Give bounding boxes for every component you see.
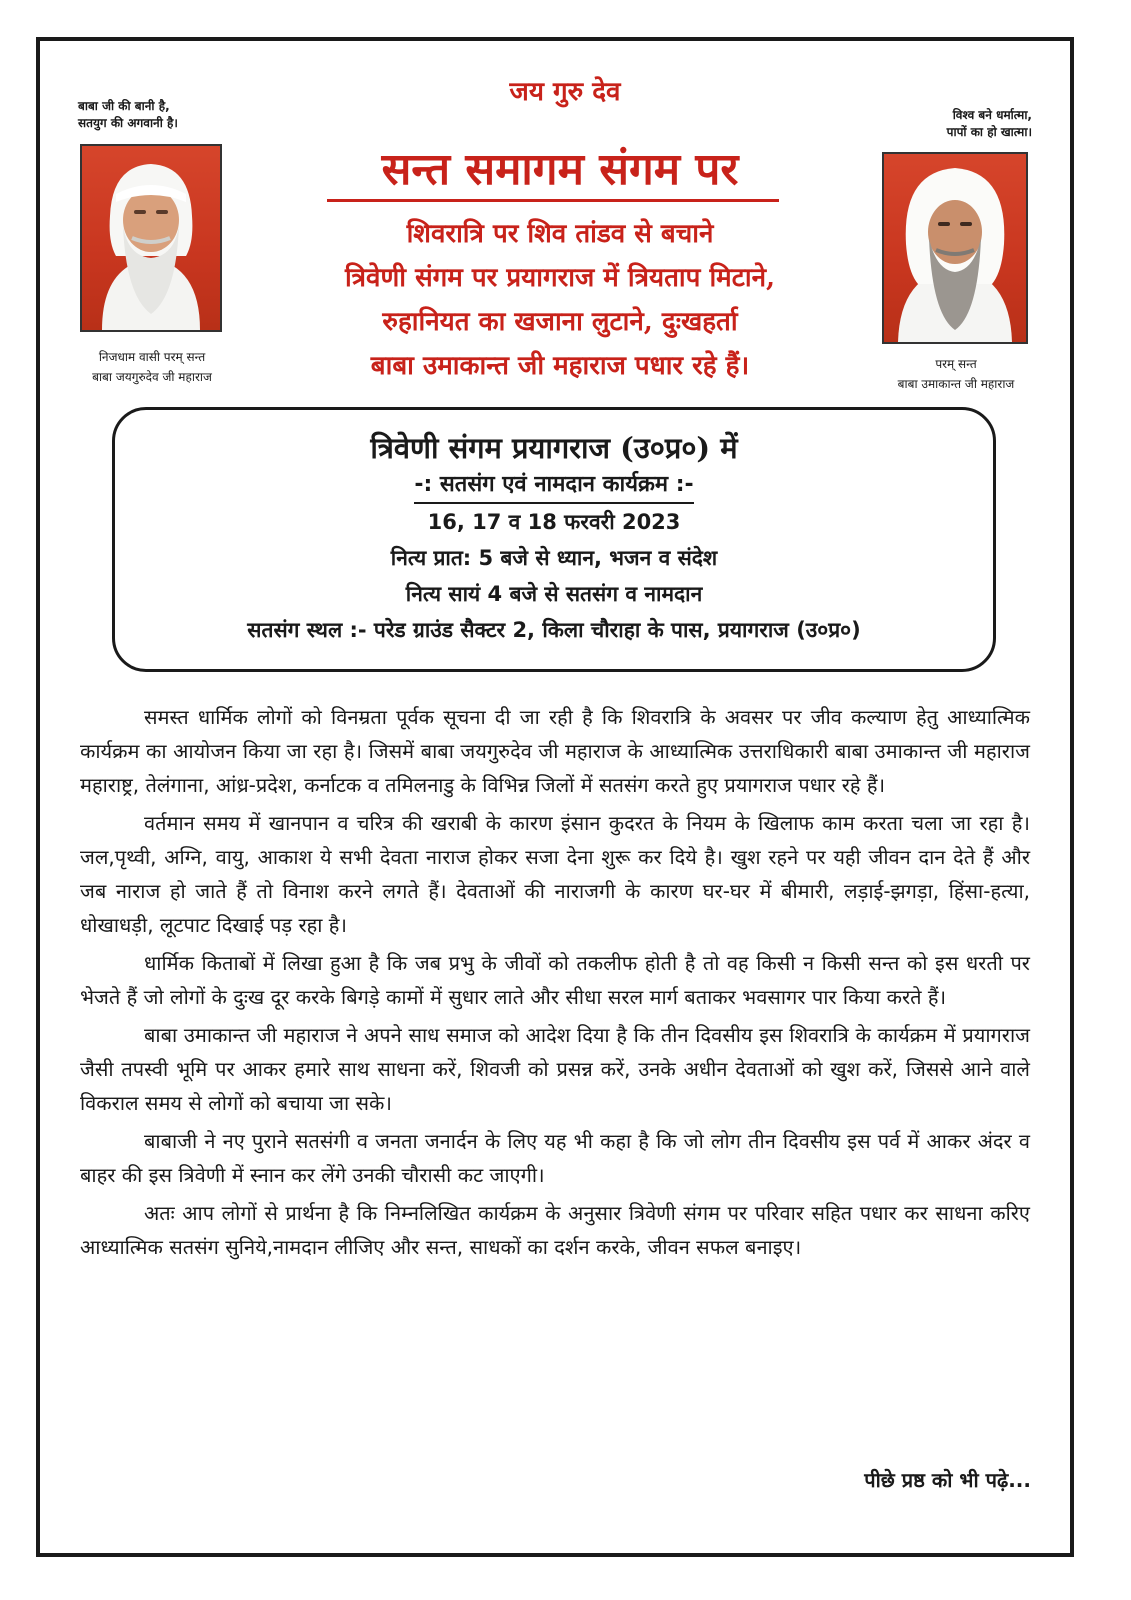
portrait-illustration	[884, 154, 1026, 342]
invocation-heading: जय गुरु देव	[509, 77, 621, 107]
portrait-baba-umakant	[882, 152, 1028, 344]
event-morning-schedule: नित्य प्रात: 5 बजे से ध्यान, भजन व संदेश	[390, 546, 718, 570]
left-portrait-caption	[62, 347, 242, 387]
body-paragraph-2: वर्तमान समय में खानपान व चरित्र की खराबी के कारण इंसान कुदरत के नियम के खिलाफ काम करता चला जा रहा है। जल,पृथ्वी, अग्नि, वायु, आकाश ये सभी देवता नाराज होकर सजा देना शुरू कर दिये है। खुश रहने पर यही जीवन दान देते हैं और जब नाराज हो जाते हैं तो विनाश करने लगते हैं। देवताओं की नाराजगी के कारण घर-घर में बीमारी, लड़ाई-झगड़ा, हिंसा-हत्या, धोखाधड़ी, लूटपाट दिखाई पड़ रहा है।	[80, 811, 1030, 937]
body-paragraph-1: समस्त धार्मिक लोगों को विनम्रता पूर्वक सूचना दी जा रही है कि शिवरात्रि के अवसर पर जीव कल्याण हेतु आध्यात्मिक कार्यक्रम का आयोजन किया जा रहा है। जिसमें बाबा जयगुरुदेव जी महाराज के आध्यात्मिक उत्तराधिकारी बाबा उमाकान्त जी महाराज महाराष्ट्र, तेलंगाना, आंध्र-प्रदेश, कर्नाटक व तमिलनाडु के विभिन्न जिलों में सतसंग करते हुए प्रयागराज पधार रहे हैं।	[80, 705, 1030, 797]
left-tagline-line-1: बाबा जी की बानी है,	[78, 99, 170, 113]
portrait-illustration	[82, 146, 220, 330]
event-venue: सतसंग स्थल :- परेड ग्राउंड सैक्टर 2, किला चौराहा के पास, प्रयागराज (उ०प्र०)	[247, 618, 861, 642]
body-paragraph-5: बाबाजी ने नए पुराने सतसंगी व जनता जनार्दन के लिए यह भी कहा है कि जो लोग तीन दिवसीय इस पर्व में आकर अंदर व बाहर की इस त्रिवेणी में स्नान कर लेंगे उनकी चौरासी कट जाएगी।	[80, 1129, 1030, 1187]
left-caption-line-1: निजधाम वासी परम् सन्त	[98, 350, 206, 364]
left-caption-line-2: बाबा जयगुरुदेव जी महाराज	[92, 370, 212, 384]
announcement-line-3: रुहानियत का खजाना लुटाने, दुःखहर्ता	[382, 307, 738, 337]
right-caption-line-2: बाबा उमाकान्त जी महाराज	[897, 377, 1015, 391]
main-title: सन्त समागम संगम पर	[381, 144, 739, 195]
event-dates: 16, 17 व 18 फरवरी 2023	[427, 510, 681, 534]
left-tagline-line-2: सतयुग की अगवानी है।	[78, 116, 178, 130]
event-title: त्रिवेणी संगम प्रयागराज (उ०प्र०) में	[370, 431, 738, 465]
right-tagline-line-2: पापों का हो खात्मा।	[946, 125, 1032, 139]
right-caption-line-1: परम् सन्त	[935, 357, 977, 371]
body-text	[80, 700, 1030, 1264]
event-evening-schedule: नित्य सायं 4 बजे से सतसंग व नामदान	[405, 582, 703, 606]
title-underline	[327, 199, 779, 202]
body-paragraph-3: धार्मिक किताबों में लिखा हुआ है कि जब प्रभु के जीवों को तकलीफ होती है तो वह किसी न किसी सन्त को इस धरती पर भेजते हैं जो लोगों के दुःख दूर करके बिगड़े कामों में सुधार लाते और सीधा सरल मार्ग बताकर भवसागर पार किया करते हैं।	[80, 951, 1030, 1009]
right-tagline-line-1: विश्व बने धर्मात्मा,	[952, 108, 1032, 122]
announcement-lines	[300, 212, 820, 388]
body-paragraph-4: बाबा उमाकान्त जी महाराज ने अपने साध समाज को आदेश दिया है कि तीन दिवसीय इस शिवरात्रि के कार्यक्रम में प्रयागराज जैसी तपस्वी भूमि पर आकर हमारे साथ साधना करें, शिवजी को प्रसन्न करें, उनके अधीन देवताओं को खुश करें, जिससे आने वाले विकराल समय से लोगों को बचाया जा सके।	[80, 1023, 1030, 1115]
portrait-baba-jaigurudev	[80, 144, 222, 332]
announcement-line-4: बाबा उमाकान्त जी महाराज पधार रहे हैं।	[370, 351, 750, 381]
right-tagline	[850, 107, 1032, 141]
event-details-box	[112, 407, 996, 672]
right-portrait-caption	[866, 354, 1046, 394]
body-paragraph-6: अतः आप लोगों से प्रार्थना है कि निम्नलिखित कार्यक्रम के अनुसार त्रिवेणी संगम पर परिवार सहित पधार कर साधना करिए आध्यात्मिक सतसंग सुनिये,नामदान लीजिए और सन्त, साधकों का दर्शन करके, जीवन सफल बनाइए।	[80, 1201, 1030, 1259]
announcement-line-2: त्रिवेणी संगम पर प्रयागराज में त्रियताप मिटाने,	[344, 263, 776, 293]
announcement-line-1: शिवरात्रि पर शिव तांडव से बचाने	[406, 219, 714, 249]
event-subtitle: -: सतसंग एवं नामदान कार्यक्रम :-	[414, 468, 693, 504]
footer-note: पीछे प्रष्ठ को भी पढ़े...	[864, 1468, 1031, 1492]
left-tagline	[70, 98, 236, 132]
